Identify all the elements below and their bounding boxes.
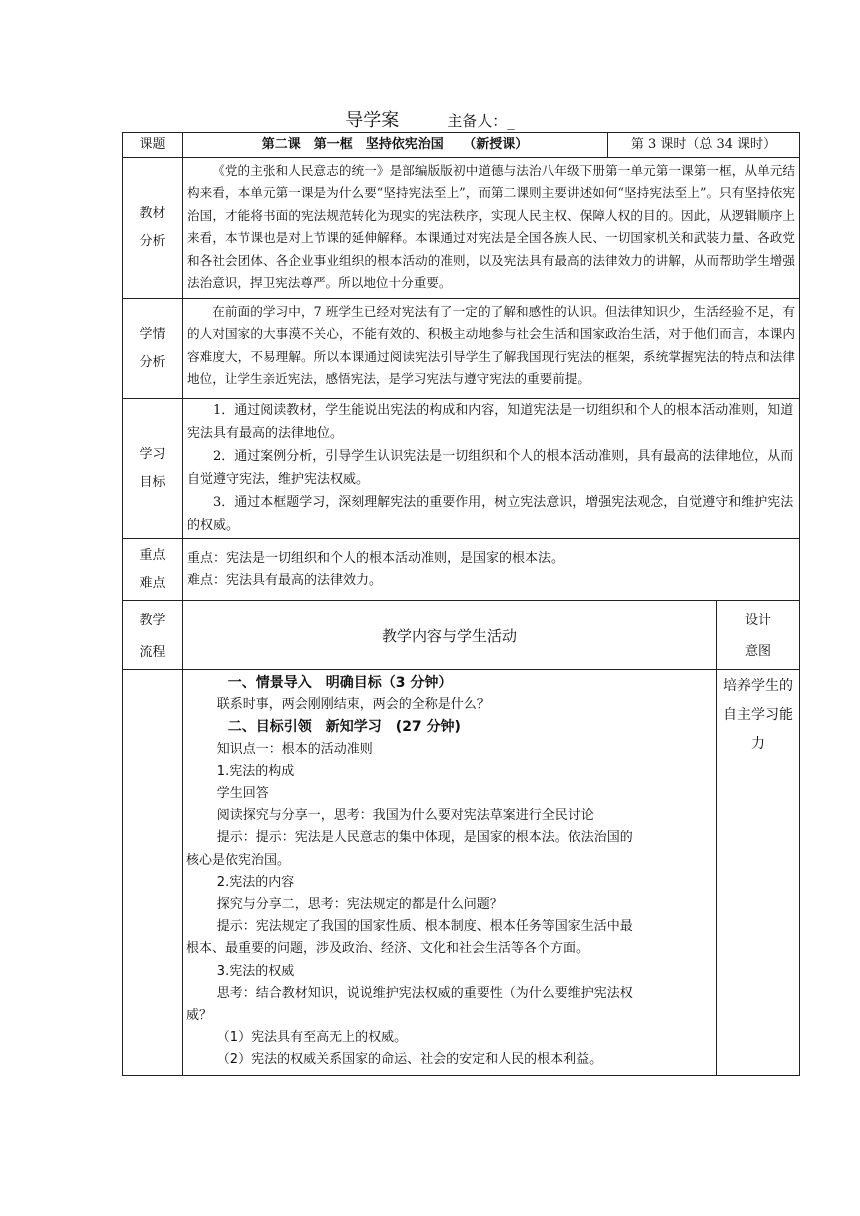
content-line: 学生回答 [216, 786, 269, 802]
design-label [717, 601, 800, 670]
difficulty-point: 难点：宪法具有最高的法律效力。 [187, 572, 383, 588]
learning-goal-1: 1．通过阅读教材，学生能说出宪法的构成和内容，知道宪法是一切组织和个人的根本活动准则，知道宪法具有最高的法律地位。 [187, 403, 794, 441]
material-analysis-cell [183, 158, 800, 299]
content-line: 探究与分享二，思考：宪法规定的都是什么问题？ [216, 897, 503, 913]
learning-goals-label [123, 399, 183, 539]
content-line: 二、目标引领 新知学习 (27 分钟) [227, 719, 461, 736]
doc-title: 导学案 [345, 110, 400, 131]
design-intent-text: 培养学生的自主学习能力 [723, 678, 793, 752]
content-line: （1）宪法具有至高无上的权威。 [216, 1030, 408, 1046]
content-line: 核心是依宪治国。 [186, 852, 291, 868]
content-line: 联系时事，两会刚刚结束，两会的全称是什么？ [216, 697, 490, 713]
content-line: 根本、最重要的问题，涉及政治、经济、文化和社会生活等各个方面。 [186, 941, 590, 957]
student-analysis-cell [183, 299, 800, 399]
key-points-label [123, 539, 183, 601]
process-cell [123, 670, 183, 1076]
content-line: 阅读探究与分享一，思考：我国为什么要对宪法草案进行全民讨论 [216, 808, 594, 824]
design-intent-cell [717, 670, 800, 1076]
key-point: 重点：宪法是一切组织和个人的根本活动准则，是国家的根本法。 [187, 550, 565, 566]
course-row [123, 133, 800, 158]
content-line: 一、情景导入 明确目标（3 分钟） [227, 675, 453, 691]
content-line: 威？ [186, 1008, 213, 1024]
course-title: 第二课 第一框 坚持依宪治国 （新授课） [183, 133, 608, 158]
content-line: 2.宪法的内容 [216, 874, 295, 890]
key-points-cell [183, 539, 800, 601]
process-label-text: 教学流程 [139, 613, 166, 660]
material-analysis-label [123, 158, 183, 299]
learning-goals-cell [183, 399, 800, 539]
content-label: 教学内容与学生活动 [183, 601, 717, 670]
learning-goals-label-text: 学习目标 [139, 446, 166, 490]
content-line: 思考：结合教材知识，说说维护宪法权威的重要性（为什么要维护宪法权 [216, 985, 633, 1001]
learning-goal-2: 2．通过案例分析，引导学生认识宪法是一切组织和个人的根本活动准则，具有最高的法律地位，从而自觉遵守宪法，维护宪法权威。 [187, 449, 794, 487]
student-analysis-label-text: 学情分析 [139, 326, 166, 370]
student-analysis-row [123, 299, 800, 399]
course-label: 课题 [123, 133, 183, 158]
page-title [0, 106, 860, 132]
flow-header-row [123, 601, 800, 670]
key-points-label-text: 重点难点 [139, 547, 166, 591]
material-analysis-row [123, 158, 800, 299]
content-line: 1.宪法的构成 [216, 763, 295, 779]
course-period: 第 3 课时（总 34 课时） [608, 133, 800, 158]
content-line: 知识点一：根本的活动准则 [216, 741, 373, 757]
lesson-plan-table [122, 132, 800, 1076]
process-label [123, 601, 183, 670]
content-line: 提示：宪法规定了我国的国家性质、根本制度、根本任务等国家生活中最 [216, 919, 633, 935]
teaching-content-cell [183, 670, 717, 1076]
content-line: 提示：提示：宪法是人民意志的集中体现，是国家的根本法。依法治国的 [216, 830, 633, 846]
learning-goals-row [123, 399, 800, 539]
preparer-label: 主备人：_ [447, 112, 515, 130]
student-analysis-label [123, 299, 183, 399]
key-points-row [123, 539, 800, 601]
teaching-content-row [123, 670, 800, 1076]
design-label-text: 设计意图 [745, 613, 772, 659]
student-analysis-text: 在前面的学习中，7 班学生已经对宪法有了一定的了解和感性的认识。但法律知识少，生活经验不足，有的人对国家的大事漠不关心，不能有效的、积极主动地参与社会生活和国家政治生活，对于他们而言，本课内容难度大，不易理解。所以本课通过阅读宪法引导学生了解我国现行宪法的框架，系统掌握宪法的特点和法律地位，让学生亲近宪法，感悟宪法，是学习宪法与遵守宪法的重要前提。 [187, 304, 795, 387]
learning-goal-3: 3．通过本框题学习，深刻理解宪法的重要作用，树立宪法意识，增强宪法观念，自觉遵守和维护宪法的权威。 [187, 495, 794, 533]
material-analysis-label-text: 教材分析 [139, 206, 166, 249]
material-analysis-text: 《党的主张和人民意志的统一》是部编版版初中道德与法治八年级下册第一单元第一课第一框，从单元结构来看，本单元第一课是为什么要“坚持宪法至上”，而第二课则主要讲述如何“坚持宪法至上”。只有坚持依宪治国，才能将书面的宪法规范转化为现实的宪法秩序，实现人民主权、保障人权的目的。因此，从逻辑顺序上来看，本节课也是对上节课的延伸解释。本课通过对宪法是全国各族人民、一切国家机关和武装力量、各政党和各社会团体、各企业事业组织的根本活动的准则，以及宪法具有最高的法律效力的讲解，从而帮助学生增强法治意识，捍卫宪法尊严。所以地位十分重要。 [187, 163, 795, 291]
content-line: （2）宪法的权威关系国家的命运、社会的安定和人民的根本利益。 [216, 1052, 603, 1068]
content-line: 3.宪法的权威 [216, 963, 295, 979]
